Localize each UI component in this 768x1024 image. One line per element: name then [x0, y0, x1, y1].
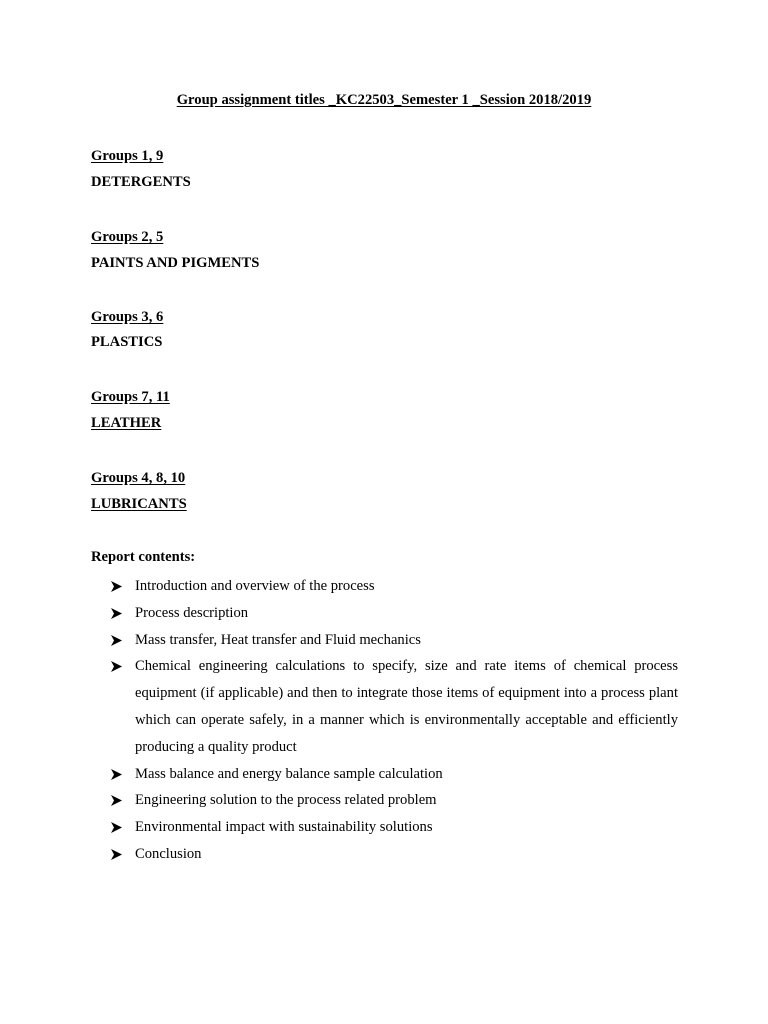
- group-heading: Groups 7, 11: [91, 389, 170, 405]
- arrowhead-bullet-icon: [110, 794, 123, 807]
- list-item: [110, 841, 678, 868]
- group-block-2: [91, 227, 259, 273]
- list-item: [110, 573, 678, 600]
- arrowhead-bullet-icon: [110, 607, 123, 620]
- group-block-4: [91, 387, 170, 433]
- arrowhead-bullet-icon: [110, 848, 123, 861]
- group-topic: LEATHER: [91, 415, 162, 431]
- list-item-text: Mass balance and energy balance sample calculation: [135, 765, 443, 782]
- list-item: [110, 787, 678, 814]
- group-heading: Groups 2, 5: [91, 229, 164, 245]
- group-block-1: [91, 146, 191, 192]
- list-item: [110, 814, 678, 841]
- group-topic: DETERGENTS: [91, 174, 191, 190]
- group-heading: Groups 4, 8, 10: [91, 470, 186, 486]
- group-block-3: [91, 307, 163, 352]
- group-heading: Groups 1, 9: [91, 148, 164, 164]
- group-heading: Groups 3, 6: [91, 309, 164, 325]
- list-item: [110, 600, 678, 627]
- arrowhead-bullet-icon: [110, 821, 123, 834]
- arrowhead-bullet-icon: [110, 580, 123, 593]
- arrowhead-bullet-icon: [110, 660, 123, 673]
- group-topic: PAINTS AND PIGMENTS: [91, 255, 260, 271]
- list-item-text: Conclusion: [135, 845, 202, 862]
- list-item-text: Environmental impact with sustainability solutions: [135, 819, 433, 836]
- group-topic: PLASTICS: [91, 334, 163, 350]
- report-contents-heading: Report contents:: [91, 549, 196, 565]
- list-item-text: Chemical engineering calculations to specify, size and rate items of chemical process equipment (if applicable) and then to integrate those items of equipment into a process plant which can operate safely, in a manner which is environmentally acceptable and efficiently producing a quality product: [135, 658, 678, 755]
- group-topic: LUBRICANTS: [91, 496, 187, 512]
- arrowhead-bullet-icon: [110, 634, 123, 647]
- document-title: Group assignment titles _KC22503_Semester 1 _Session 2018/2019: [176, 92, 592, 108]
- list-item: [110, 761, 678, 788]
- list-item-text: Process description: [135, 604, 249, 621]
- arrowhead-bullet-icon: [110, 768, 123, 781]
- list-item-text: Engineering solution to the process related problem: [135, 792, 437, 809]
- list-item-text: Mass transfer, Heat transfer and Fluid mechanics: [135, 631, 421, 648]
- list-item: [110, 627, 678, 654]
- report-contents-list: [110, 573, 678, 868]
- list-item: [110, 653, 678, 760]
- group-block-5: [91, 468, 187, 514]
- list-item-text: Introduction and overview of the process: [135, 578, 375, 594]
